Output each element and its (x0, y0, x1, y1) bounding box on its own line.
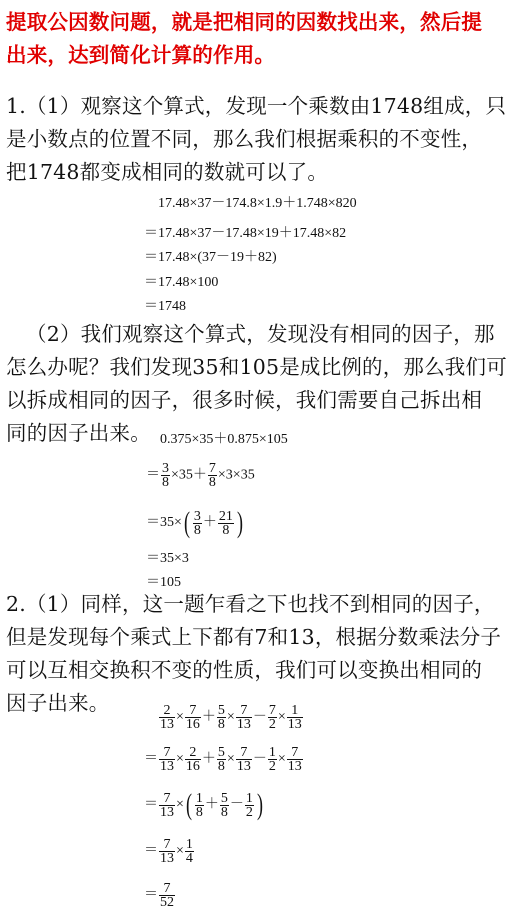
math-p2-line-2: ＝ $\frac{3}{8}$ ×35＋ $\frac{7}{8}$ ×3×35 (146, 461, 255, 490)
fraction: $\frac{3}{8}$ (193, 508, 201, 538)
math-q2-line-3: ＝ $\frac{7}{13}$ ×( $\frac{1}{8}$ ＋ $\frac{5}{8}$ － $\frac{1}{2}$ ) (144, 788, 263, 821)
math-q2-line-1: $\frac{2}{13}$ × $\frac{7}{16}$ ＋ $\frac{5}{8}$ × $\frac{7}{13}$ － $\frac{7}{2}$ × $\frac{1}{13}$ (160, 703, 302, 732)
math-q2-line-4: ＝ $\frac{7}{13}$ × $\frac{1}{4}$ (144, 837, 193, 866)
intro-line-2: 出来，达到简化计算的作用。 (6, 43, 276, 67)
problem2-text (6, 588, 514, 720)
p2-line-3: 以拆成相同的因子，很多时候，我们需要自己拆出相 (6, 388, 483, 412)
q2-line-4: 因子出来。 (6, 691, 110, 715)
math-p1-line-3: ＝17.48×(37－19＋82) (144, 250, 277, 265)
math-p1-line-1: 17.48×37－174.8×1.9＋1.748×820 (158, 196, 357, 211)
math-p2-line-1: 0.375×35＋0.875×105 (160, 432, 288, 447)
intro-line-1: 提取公因数问题，就是把相同的因数找出来，然后提 (6, 10, 483, 34)
math-p1-line-2: ＝17.48×37－17.48×19＋17.48×82 (144, 226, 347, 241)
q2-line-1: 2.（1）同样，这一题乍看之下也找不到相同的因子， (6, 592, 495, 616)
math-p2-line-5: ＝105 (146, 575, 181, 590)
math-p2-line-4: ＝35×3 (146, 551, 189, 566)
math-p1-line-5: ＝1748 (144, 299, 186, 314)
fraction: $\frac{21}{8}$ (218, 508, 233, 538)
p1-line-2: 是小数点的位置不同，那么我们根据乘积的不变性， (6, 127, 483, 151)
math-q2-line-5: ＝ $\frac{7}{52}$ (144, 881, 174, 910)
p2-line-2: 怎么办呢？我们发现35和105是成比例的，那么我们可 (6, 355, 507, 379)
p1-line-1: 1.（1）观察这个算式，发现一个乘数由1748组成，只 (6, 94, 507, 118)
fraction: $\frac{3}{8}$ (162, 461, 169, 490)
p2-line-4: 同的因子出来。 (6, 421, 151, 445)
p2-line-1: （2）我们观察这个算式，发现没有相同的因子，那 (26, 322, 495, 346)
q2-line-2: 但是发现每个乘式上下都有7和13，根据分数乘法分子 (6, 625, 502, 649)
math-p2-line-3: ＝35×( $\frac{3}{8}$ ＋ $\frac{21}{8}$ ) (146, 506, 243, 539)
intro-paragraph (6, 6, 514, 72)
q2-line-3: 可以互相交换积不变的性质，我们可以变换出相同的 (6, 658, 483, 682)
math-q2-line-2: ＝ $\frac{7}{13}$ × $\frac{2}{16}$ ＋ $\frac{5}{8}$ × $\frac{7}{13}$ － $\frac{1}{2}$ × $\frac{7}{13}$ (144, 745, 302, 774)
p1-line-3: 把1748都变成相同的数就可以了。 (6, 160, 329, 184)
fraction: $\frac{7}{8}$ (208, 461, 216, 490)
problem1-part2-text (6, 318, 514, 450)
problem1-part1-text (6, 90, 514, 189)
math-p1-line-4: ＝17.48×100 (144, 275, 219, 290)
